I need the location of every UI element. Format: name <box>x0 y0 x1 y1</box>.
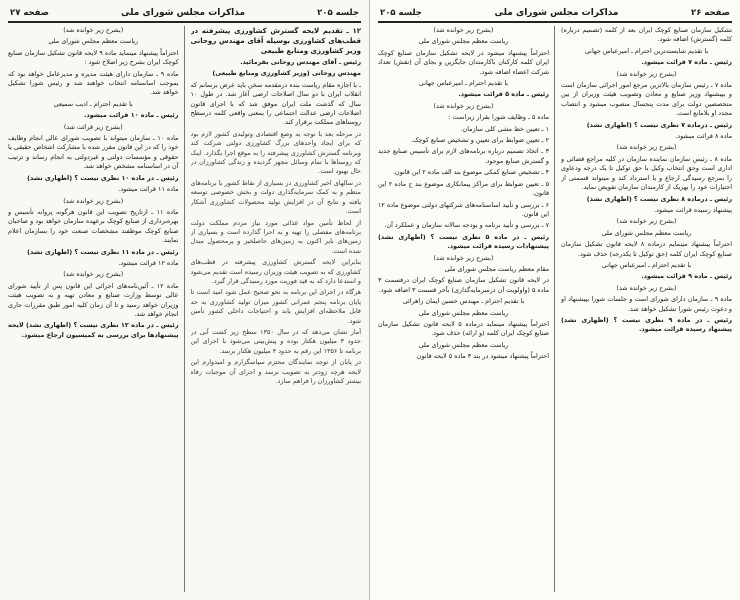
salutation-line: با تقدیم شایسته‌ترین احترام ـ امیرعباس جهانی <box>584 46 709 55</box>
reading-note: (بشرح زیر خوانده شد) <box>616 284 677 292</box>
paragraph: آمار نشان می‌دهد که در سال ۱۳۵۰ سطح زیر کشت آبی در حدود ۳ میلیون هکتار بوده و پیش‌بینی می‌شود با اجرای این برنامه تا ۱۳۵۶ این رقم به حدود ۴ میلیون هکتار برسد. <box>190 327 361 355</box>
reading-note: (بشرح زیر خوانده شد) <box>616 70 677 78</box>
speaker-line: رئیس ـ آقای مهندس روحانی بفرمائید. <box>240 58 361 66</box>
salutation-line: ریاست معظم مجلس شورای ملی <box>418 308 509 317</box>
paragraph: از لحاظ تأمین مواد غذائی مورد نیاز مردم مملکت دولت برنامه‌های مفصلی را تهیه و به اجرا گذارده است و بسیاری از زمین‌های بایر اکنون به زمین‌های حاصلخیز و پرمحصول مبدل شده است. <box>190 218 361 255</box>
paragraph: پیشنهاد رسیده قرائت میشود. <box>654 205 732 214</box>
paragraph: در لایحه قانون تشکیل سازمان صنایع کوچک ایران درقسمت ۳ ماده ۵ (واولویت آن درسرمایه‌گذاری) بآخر قسمت ۳ اضافه شود. <box>378 276 549 294</box>
salutation-line: با تقدیم احترام ـ مهندس حسین ایمان زاهرائی <box>402 297 525 306</box>
paragraph: ـ با اجازه مقام ریاست بنده درمقدمه سخن باید عرض برسانم که انقلاب ایران با دو سال اصلاحات ارضی آغاز شد. در طول ۱۰ سال که گذشت ملت ایران موفق شد که با اجرای قانون اصلاحات ارضی عدالت اجتماعی را بمعنی واقعی کلمه درسطح روستاهای مملکت برقرار کند. <box>190 80 361 127</box>
paragraph: ماده ۷ ـ رئیس سازمان بالاترین مرجع امور اجرائی سازمان است و بپیشنهاد وزیر صنایع و معادن وتصویب هیئت وزیران از بین متخصصین دولت برای مدت پنجسال منصوب میشود و انتصاب مجدد او بلامانع است. <box>561 81 732 118</box>
paragraph: تشکیل سازمان صنایع کوچک ایران بعد از کلمه (تصمیم درباره) کلمه (گسترش) اضافه شود. <box>561 26 732 44</box>
speaker-line: رئیس ـ درماده ۷ نظری نیست ؟ (اظهاری نشد) <box>586 120 732 129</box>
paragraph: ماده ۹ ـ سازمان دارای هیئت مدیره و مدیرعامل خواهد بود که بموجب اساسنامه انتخاب خواهند شد و رئیس شورا تشکیل خواهد شد. <box>8 69 179 97</box>
right-page <box>370 0 740 600</box>
speaker-line: رئیس ـ ماده ۱۰ قرائت میشود. <box>83 111 179 120</box>
reading-note: (بشرح زیر خوانده شد) <box>433 27 494 34</box>
text-column-b <box>378 26 555 592</box>
paragraph: ۶ ـ بررسی و تأیید اساسنامه‌های شرکتهای دولتی موضوع ماده ۱۲ این قانون. <box>378 200 549 218</box>
session-label: جلسه ۲۰۵ <box>380 8 422 18</box>
salutation-line: ریاست معظم مجلس شورای ملی <box>418 37 509 46</box>
paragraph: ۴ ـ تشخیص صنایع کمکی موضوع بند الف ماده ۲ این قانون. <box>393 168 549 177</box>
text-columns <box>8 26 361 592</box>
reading-note: (بشرح زیر خوانده شد) <box>433 102 494 110</box>
reading-note: (بشرح زیر خوانده شد) <box>63 271 124 279</box>
speaker-line: رئیس ـ ماده ۷ قرائت میشود. <box>641 58 732 67</box>
paragraph: ۱ ـ تعیین خط مشی کلی سازمان. <box>460 124 549 133</box>
paragraph: احتراماً پیشنهاد مینمایم درماده ۸ لایحه قانون تشکیل سازمان صنایع کوچک ایران کلمه (حق توکیل تا یکدرجه) حذف شود. <box>561 240 732 258</box>
speaker-line: رئیس ـ در ماده ۱۲ نظری نیست ؟ (اظهاری نشد) لایحه پیشنهادها برای بررسی به کمیسیون ارجاع میشود. <box>8 321 179 339</box>
speaker-line: رئیس ـ درماده ۸ نظری نیست ؟ (اظهاری نشد) <box>586 194 732 203</box>
paragraph: مقام معظم ریاست مجلس شورای ملی <box>444 264 549 273</box>
salutation-line: ریاست معظم مجلس شورای ملی <box>601 228 692 237</box>
paragraph: در سالهای اخیر کشاورزی در بسیاری از نقاط کشور با برنامه‌های منظم و به کمک سرمایه‌گذاری دولت و بخش خصوصی توسعه یافته و نتایج آن در افزایش تولید محصولات کشاورزی آشکار است. <box>190 178 361 216</box>
speaker-line: رئیس ـ در ماده ۱۰ نظری نیست ؟ (اظهاری نشد) <box>27 173 179 182</box>
paragraph: ماده ۱۱ قرائت میشود. <box>118 185 179 194</box>
paragraph: هرگاه در اجرای این برنامه به نحو صحیح عمل شود امید است تا پایان برنامه پنجم عمرانی کشور میزان تولید کشاورزی به حد قابل ملاحظه‌ای افزایش یابد و احتیاجات داخلی کشور تأمین شود. <box>190 288 361 325</box>
paragraph: ماده ۵ ـ وظایف شورا بقرار زیراست : <box>448 113 549 122</box>
reading-note: (بشرح زیر خوانده شد) <box>63 27 124 34</box>
text-column-b <box>8 26 185 592</box>
speaker-line: رئیس ـ در ماده ۹ نظری نیست ؟ (اظهاری نشد) پیشنهاد رسیده قرائت میشود. <box>561 315 732 334</box>
session-label: جلسه ۲۰۵ <box>317 8 359 18</box>
salutation-line: با تقدیم احترام ـ امیرعباس جهانی <box>418 79 509 88</box>
speaker-line: رئیس ـ در ماده ۵ نظری نیست ؟ (اظهاری نشد) پیشنهادات رسیده قرائت میشود. <box>378 232 549 251</box>
paragraph: ماده ۱۲ ـ آئین‌نامه‌های اجرائی این قانون پس از تأیید شورای عالی توسط وزارت صنایع و معادن تهیه و به تصویب هیئت وزیران خواهد رسید و تا آن زمان کلیه امور طبق مقررات جاری انجام خواهد شد. <box>8 281 179 318</box>
paragraph: ۷ ـ بررسی و تأیید برنامه و بودجه سالانه سازمان و عملکرد آن. <box>384 221 549 230</box>
header-title: مذاکرات مجلس شورای ملی <box>121 8 246 18</box>
page-number: صفحه ۲۶ <box>691 8 730 18</box>
salutation-line: با تقدیم احترام ـ ادیب سمیعی <box>53 99 133 108</box>
paragraph: ماده ۹ ـ سازمان دارای شورای است و جلسات شورا بپیشنهاد او و دعوت رئیس شورا تشکیل خواهد شد. <box>561 295 732 313</box>
salutation-line: ریاست معظم مجلس شورای ملی <box>418 340 509 349</box>
paragraph: احتراماً پیشنهاد میشود در بند ۳ ماده ۵ لایحه قانون <box>416 352 549 361</box>
paragraph: ۳ ـ اتخاذ تصمیم درباره برنامه‌های لازم برای تأسیس صنایع جدید و گسترش صنایع موجود. <box>378 147 549 165</box>
speaker-line: رئیس ـ ماده ۵ قرائت میشود. <box>458 90 549 99</box>
speaker-line: رئیس ـ ماده ۹ قرائت میشود. <box>641 272 732 281</box>
paragraph: ۲ ـ تعیین ضوابط برای تعیین و تشخیص صنایع کوچک. <box>410 136 549 145</box>
paragraph: بنابراین لایحه گسترش کشاورزی پیشرفته در قطب‌های کشاورزی که به تصویب هیئت وزیران رسیده است تقدیم می‌شود و استدعا دارد که به قید فوریت مورد رسیدگی قرار گیرد. <box>190 258 361 285</box>
paragraph: احتراماً پیشنهاد میشود در لایحه تشکیل سازمان صنایع کوچک ایران کلمه کارکنان باکارمندان جایگزین و بجای آن (نقش) تعداد شرکت اعضاء اضافه شود. <box>378 48 549 76</box>
reading-note: (بشرح زیر قرائت شد) <box>63 123 123 131</box>
paragraph: در پایان از توجه نمایندگان محترم سپاسگزارم و امیدوارم این لایحه هرچه زودتر به تصویب برسد و اجرای آن موجبات رفاه بیشتر کشاورزان را فراهم سازد. <box>190 358 361 385</box>
speaker-line: رئیس ـ در ماده ۱۱ نظری نیست ؟ (اظهاری نشد) <box>27 247 179 256</box>
paragraph: ماده ۱۱ ـ ازتاریخ تصویب این قانون هرگونه پروانه تأسیس و بهره‌برداری از صنایع کوچک برعهده سازمان خواهد بود و صاحبان صنایع کوچک موظفند مشخصات صنعت خود را بسازمان اعلام نمایند. <box>8 207 179 245</box>
speaker-line: مهندس روحانی (وزیر کشاورزی ومنابع طبیعی) <box>212 69 361 78</box>
text-column-a <box>191 26 362 592</box>
page-number: صفحه ۲۷ <box>10 8 49 18</box>
page-header <box>8 6 361 23</box>
reading-note: (بشرح زیر خوانده شد) <box>433 254 494 262</box>
salutation-line: ریاست معظم مجلس شورای ملی <box>48 37 139 46</box>
paragraph: ماده ۸ ـ رئیس سازمان نماینده سازمان در کلیه مراجع قضائی و اداری است وحق انتخاب وکیل با حق توکیل تا یک درجه ودعاوی را بمرجع رسیدگی ارجاع و یا استرداد کند و میتواند قسمتی از اختیارات خود را بهریک از کارمندان سازمان تفویض نماید. <box>561 154 732 192</box>
paragraph: در مرحله بعد با توجه به وضع اقتصادی وتولیدی کشور لازم بود که برای ایجاد واحدهای بزرگ کشاورزی دولتی شرکت کند وبرنامه گسترش کشاورزی پیشرفته را به موقع اجرا بگذارد. اینک که روستاها با تمام وسائل مجهز گردیده و زندگی کشاورزان در حال بهبود است. <box>190 129 361 176</box>
paragraph: ۵ ـ تعیین ضوابط برای مراکز پیمانکاری موضوع بند ج ماده ۲ این قانون. <box>378 179 550 198</box>
agenda-heading: ۱۲ ـ تقدیم لایحه گسترش کشاورزی پیشرفته در قطب‌های کشاورزی بوسیله آقای مهندس روحانی وزیر کشاورزی ومنابع طبیعی <box>190 27 361 55</box>
page-header <box>378 6 732 23</box>
paragraph: ماده ۱۲ قرائت میشود. <box>118 258 179 267</box>
salutation-line: با تقدیم احترام ـ امیرعباس جهانی <box>601 260 692 269</box>
paragraph: ماده ۱۰ ـ سازمان میتواند با تصویب شورای عالی انجام وظایف خود را که در این قانون مقرر شده با مشارکت اشخاص حقیقی یا حقوقی و مؤسسات دولتی و غیردولتی به انجام رساند و ترتیب آن در اساسنامه مشخص خواهد شد. <box>8 134 179 171</box>
paragraph: ماده ۸ قرائت میشود. <box>675 132 732 141</box>
header-title: مذاکرات مجلس شورای ملی <box>494 8 619 18</box>
reading-note: (بشرح زیر خوانده شد) <box>616 144 677 152</box>
paragraph: احتراماً پیشنهاد مینماید ماده ۹ لایحه قانون تشکیل سازمان صنایع کوچک ایران بشرح زیر اصلاح شود : <box>8 48 179 67</box>
reading-note: (بشرح زیر خوانده شد) <box>616 218 677 226</box>
paragraph: احتراماً پیشنهاد مینماید درماده ۵ لایحه قانون تشکیل سازمان صنایع کوچک ایران کلمه (و ارائه) حذف شود. <box>378 319 549 338</box>
text-columns <box>378 26 732 592</box>
text-column-a <box>561 26 732 592</box>
reading-note: (بشرح زیر خوانده شد) <box>63 197 124 205</box>
